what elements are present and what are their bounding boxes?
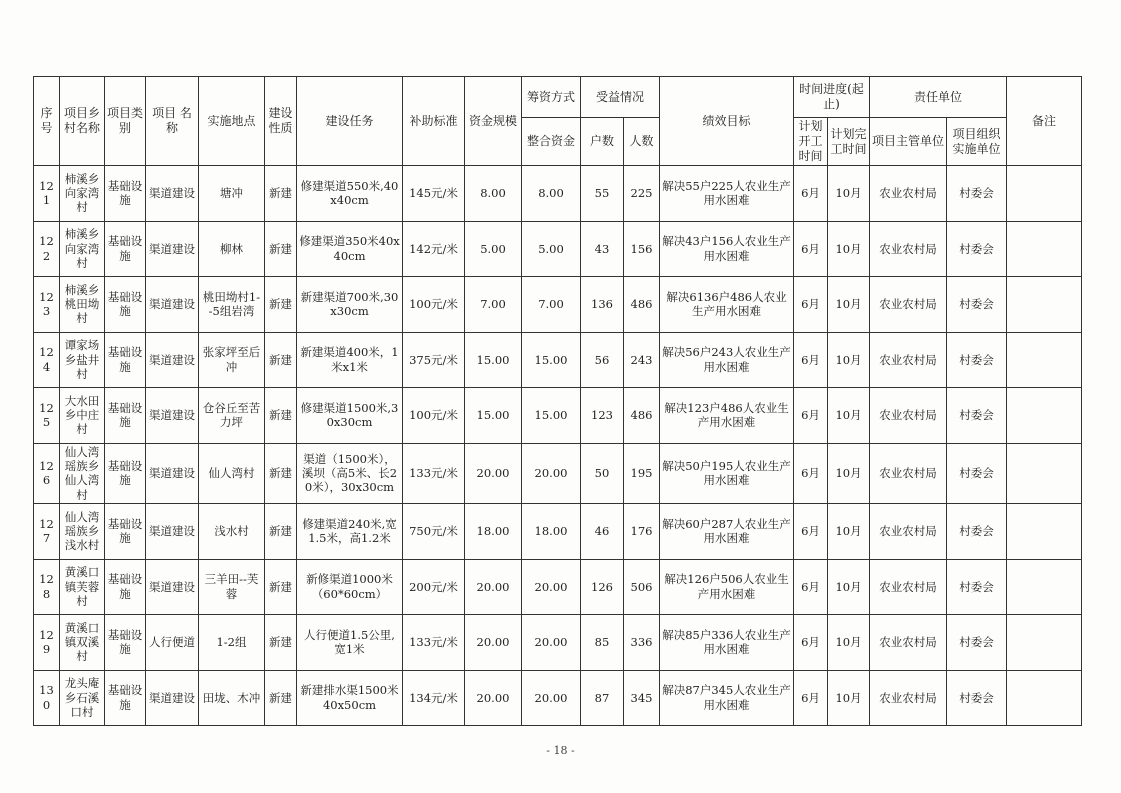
- cell-category: 基础设施: [105, 443, 146, 504]
- cell-impl: 村委会: [947, 332, 1007, 388]
- cell-subsidy: 375元/米: [403, 332, 465, 388]
- cell-nature: 新建: [265, 166, 297, 222]
- cell-households: 136: [581, 277, 624, 333]
- cell-scale: 18.00: [465, 504, 522, 560]
- cell-goal: 解决50户195人农业生产用水困难: [660, 443, 794, 504]
- cell-nature: 新建: [265, 670, 297, 726]
- cell-impl: 村委会: [947, 388, 1007, 444]
- cell-nature: 新建: [265, 615, 297, 671]
- cell-start: 6月: [794, 166, 828, 222]
- cell-integrated: 20.00: [522, 615, 581, 671]
- cell-people: 243: [624, 332, 660, 388]
- project-table: [33, 76, 1082, 726]
- cell-end: 10月: [828, 221, 870, 277]
- cell-name: 渠道建设: [146, 277, 199, 333]
- table-row: [34, 559, 1082, 615]
- cell-remark: [1007, 388, 1082, 444]
- cell-nature: 新建: [265, 504, 297, 560]
- cell-subsidy: 100元/米: [403, 277, 465, 333]
- table-row: [34, 277, 1082, 333]
- header-people: 人数: [624, 118, 660, 166]
- cell-village: 大水田乡中庄村: [60, 388, 105, 444]
- header-remark: 备注: [1007, 77, 1082, 166]
- cell-task: 修建渠道240米,宽1.5米，高1.2米: [297, 504, 403, 560]
- cell-subsidy: 750元/米: [403, 504, 465, 560]
- cell-name: 渠道建设: [146, 332, 199, 388]
- cell-category: 基础设施: [105, 615, 146, 671]
- cell-people: 225: [624, 166, 660, 222]
- cell-task: 修建渠道350米40x40cm: [297, 221, 403, 277]
- cell-category: 基础设施: [105, 559, 146, 615]
- cell-integrated: 7.00: [522, 277, 581, 333]
- cell-remark: [1007, 504, 1082, 560]
- cell-name: 渠道建设: [146, 443, 199, 504]
- cell-subsidy: 142元/米: [403, 221, 465, 277]
- cell-location: 浅水村: [199, 504, 265, 560]
- cell-seq: 123: [34, 277, 60, 333]
- cell-integrated: 20.00: [522, 670, 581, 726]
- header-seq: 序号: [34, 77, 60, 166]
- cell-scale: 5.00: [465, 221, 522, 277]
- cell-integrated: 5.00: [522, 221, 581, 277]
- cell-remark: [1007, 443, 1082, 504]
- cell-integrated: 20.00: [522, 559, 581, 615]
- cell-people: 345: [624, 670, 660, 726]
- header-integrated: 整合资金: [522, 118, 581, 166]
- cell-people: 486: [624, 277, 660, 333]
- cell-households: 55: [581, 166, 624, 222]
- header-category: 项目类别: [105, 77, 146, 166]
- cell-end: 10月: [828, 443, 870, 504]
- cell-seq: 124: [34, 332, 60, 388]
- cell-goal: 解决60户287人农业生产用水困难: [660, 504, 794, 560]
- cell-people: 486: [624, 388, 660, 444]
- cell-seq: 126: [34, 443, 60, 504]
- header-start: 计划开工时间: [794, 118, 828, 166]
- table-row: [34, 443, 1082, 504]
- cell-households: 85: [581, 615, 624, 671]
- cell-seq: 121: [34, 166, 60, 222]
- cell-scale: 15.00: [465, 332, 522, 388]
- cell-households: 46: [581, 504, 624, 560]
- cell-village: 谭家场乡盐井村: [60, 332, 105, 388]
- cell-location: 1-2组: [199, 615, 265, 671]
- cell-dept: 农业农村局: [870, 221, 947, 277]
- cell-category: 基础设施: [105, 670, 146, 726]
- cell-seq: 125: [34, 388, 60, 444]
- cell-remark: [1007, 166, 1082, 222]
- header-name: 项目 名称: [146, 77, 199, 166]
- cell-dept: 农业农村局: [870, 166, 947, 222]
- cell-remark: [1007, 559, 1082, 615]
- cell-location: 三羊田--芙蓉: [199, 559, 265, 615]
- cell-dept: 农业农村局: [870, 277, 947, 333]
- cell-goal: 解决126户506人农业生产用水困难: [660, 559, 794, 615]
- cell-task: 新建渠道700米,30x30cm: [297, 277, 403, 333]
- cell-people: 156: [624, 221, 660, 277]
- header-nature: 建设性质: [265, 77, 297, 166]
- cell-scale: 20.00: [465, 443, 522, 504]
- cell-people: 176: [624, 504, 660, 560]
- cell-impl: 村委会: [947, 559, 1007, 615]
- cell-end: 10月: [828, 388, 870, 444]
- table-row: [34, 388, 1082, 444]
- cell-people: 336: [624, 615, 660, 671]
- cell-category: 基础设施: [105, 221, 146, 277]
- cell-remark: [1007, 277, 1082, 333]
- cell-start: 6月: [794, 615, 828, 671]
- header-funding-method: 筹资方式: [522, 77, 581, 118]
- cell-start: 6月: [794, 388, 828, 444]
- header-responsibility: 责任单位: [870, 77, 1007, 118]
- cell-village: 柿溪乡向家湾村: [60, 221, 105, 277]
- cell-category: 基础设施: [105, 332, 146, 388]
- cell-scale: 20.00: [465, 615, 522, 671]
- cell-name: 渠道建设: [146, 670, 199, 726]
- cell-location: 仓谷丘至苦力坪: [199, 388, 265, 444]
- header-village: 项目乡村名称: [60, 77, 105, 166]
- cell-location: 桃田坳村1--5组岩湾: [199, 277, 265, 333]
- cell-goal: 解决55户225人农业生产用水困难: [660, 166, 794, 222]
- cell-impl: 村委会: [947, 504, 1007, 560]
- cell-end: 10月: [828, 166, 870, 222]
- cell-subsidy: 133元/米: [403, 615, 465, 671]
- cell-start: 6月: [794, 670, 828, 726]
- table-row: [34, 670, 1082, 726]
- cell-village: 龙头庵乡石溪口村: [60, 670, 105, 726]
- header-households: 户数: [581, 118, 624, 166]
- cell-end: 10月: [828, 670, 870, 726]
- cell-nature: 新建: [265, 332, 297, 388]
- cell-category: 基础设施: [105, 504, 146, 560]
- cell-village: 仙人湾瑶族乡浅水村: [60, 504, 105, 560]
- cell-remark: [1007, 332, 1082, 388]
- header-impl: 项目组织实施单位: [947, 118, 1007, 166]
- cell-start: 6月: [794, 443, 828, 504]
- cell-end: 10月: [828, 615, 870, 671]
- cell-task: 修建渠道550米,40x40cm: [297, 166, 403, 222]
- cell-task: 人行便道1.5公里,宽1米: [297, 615, 403, 671]
- cell-start: 6月: [794, 332, 828, 388]
- cell-nature: 新建: [265, 559, 297, 615]
- cell-end: 10月: [828, 559, 870, 615]
- cell-start: 6月: [794, 559, 828, 615]
- header-benefit: 受益情况: [581, 77, 660, 118]
- cell-task: 新修渠道1000米（60*60cm）: [297, 559, 403, 615]
- cell-people: 195: [624, 443, 660, 504]
- cell-dept: 农业农村局: [870, 670, 947, 726]
- cell-goal: 解决43户156人农业生产用水困难: [660, 221, 794, 277]
- cell-remark: [1007, 221, 1082, 277]
- cell-nature: 新建: [265, 443, 297, 504]
- cell-subsidy: 145元/米: [403, 166, 465, 222]
- cell-start: 6月: [794, 277, 828, 333]
- cell-category: 基础设施: [105, 166, 146, 222]
- cell-seq: 122: [34, 221, 60, 277]
- cell-integrated: 15.00: [522, 332, 581, 388]
- cell-category: 基础设施: [105, 388, 146, 444]
- cell-category: 基础设施: [105, 277, 146, 333]
- cell-seq: 129: [34, 615, 60, 671]
- cell-scale: 7.00: [465, 277, 522, 333]
- cell-location: 田垅、木冲: [199, 670, 265, 726]
- cell-name: 渠道建设: [146, 166, 199, 222]
- cell-village: 柿溪乡桃田坳村: [60, 277, 105, 333]
- cell-task: 新建排水渠1500米40x50cm: [297, 670, 403, 726]
- cell-subsidy: 200元/米: [403, 559, 465, 615]
- cell-end: 10月: [828, 277, 870, 333]
- cell-name: 渠道建设: [146, 559, 199, 615]
- cell-integrated: 20.00: [522, 443, 581, 504]
- cell-integrated: 15.00: [522, 388, 581, 444]
- header-goal: 绩效目标: [660, 77, 794, 166]
- cell-end: 10月: [828, 504, 870, 560]
- cell-households: 56: [581, 332, 624, 388]
- cell-village: 黄溪口镇双溪村: [60, 615, 105, 671]
- cell-seq: 128: [34, 559, 60, 615]
- cell-name: 渠道建设: [146, 504, 199, 560]
- table-row: [34, 615, 1082, 671]
- header-schedule: 时间进度(起止): [794, 77, 870, 118]
- table-body: [34, 166, 1082, 726]
- cell-impl: 村委会: [947, 615, 1007, 671]
- cell-households: 123: [581, 388, 624, 444]
- cell-goal: 解决87户345人农业生产用水困难: [660, 670, 794, 726]
- cell-scale: 20.00: [465, 559, 522, 615]
- cell-name: 渠道建设: [146, 221, 199, 277]
- cell-task: 渠道（1500米），溪坝（高5米、长20米），30x30cm: [297, 443, 403, 504]
- header-dept: 项目主管单位: [870, 118, 947, 166]
- cell-scale: 15.00: [465, 388, 522, 444]
- cell-subsidy: 134元/米: [403, 670, 465, 726]
- cell-seq: 130: [34, 670, 60, 726]
- cell-households: 50: [581, 443, 624, 504]
- cell-goal: 解决123户486人农业生产用水困难: [660, 388, 794, 444]
- cell-subsidy: 100元/米: [403, 388, 465, 444]
- cell-scale: 20.00: [465, 670, 522, 726]
- cell-integrated: 18.00: [522, 504, 581, 560]
- header-location: 实施地点: [199, 77, 265, 166]
- table-row: [34, 332, 1082, 388]
- cell-location: 柳林: [199, 221, 265, 277]
- cell-remark: [1007, 670, 1082, 726]
- cell-goal: 解决56户243人农业生产用水困难: [660, 332, 794, 388]
- cell-impl: 村委会: [947, 670, 1007, 726]
- page-number: - 18 -: [546, 744, 575, 757]
- cell-location: 张家坪至后冲: [199, 332, 265, 388]
- cell-nature: 新建: [265, 277, 297, 333]
- cell-task: 新建渠道400米，1米x1米: [297, 332, 403, 388]
- cell-end: 10月: [828, 332, 870, 388]
- cell-task: 修建渠道1500米,30x30cm: [297, 388, 403, 444]
- header-subsidy: 补助标准: [403, 77, 465, 166]
- header-task: 建设任务: [297, 77, 403, 166]
- cell-households: 126: [581, 559, 624, 615]
- cell-village: 黄溪口镇芙蓉村: [60, 559, 105, 615]
- cell-nature: 新建: [265, 221, 297, 277]
- cell-name: 人行便道: [146, 615, 199, 671]
- cell-location: 塘冲: [199, 166, 265, 222]
- cell-impl: 村委会: [947, 277, 1007, 333]
- table-row: [34, 166, 1082, 222]
- cell-impl: 村委会: [947, 221, 1007, 277]
- cell-goal: 解决85户336人农业生产用水困难: [660, 615, 794, 671]
- cell-dept: 农业农村局: [870, 615, 947, 671]
- cell-dept: 农业农村局: [870, 443, 947, 504]
- cell-nature: 新建: [265, 388, 297, 444]
- cell-impl: 村委会: [947, 443, 1007, 504]
- cell-start: 6月: [794, 221, 828, 277]
- cell-subsidy: 133元/米: [403, 443, 465, 504]
- cell-village: 柿溪乡向家湾村: [60, 166, 105, 222]
- table-row: [34, 221, 1082, 277]
- cell-households: 43: [581, 221, 624, 277]
- cell-start: 6月: [794, 504, 828, 560]
- table-row: [34, 504, 1082, 560]
- cell-remark: [1007, 615, 1082, 671]
- header-scale: 资金规模: [465, 77, 522, 166]
- cell-goal: 解决6136户486人农业生产用水困难: [660, 277, 794, 333]
- cell-name: 渠道建设: [146, 388, 199, 444]
- cell-dept: 农业农村局: [870, 388, 947, 444]
- cell-people: 506: [624, 559, 660, 615]
- cell-dept: 农业农村局: [870, 559, 947, 615]
- cell-dept: 农业农村局: [870, 332, 947, 388]
- cell-integrated: 8.00: [522, 166, 581, 222]
- cell-impl: 村委会: [947, 166, 1007, 222]
- cell-households: 87: [581, 670, 624, 726]
- cell-seq: 127: [34, 504, 60, 560]
- cell-scale: 8.00: [465, 166, 522, 222]
- cell-village: 仙人湾瑶族乡仙人湾村: [60, 443, 105, 504]
- cell-dept: 农业农村局: [870, 504, 947, 560]
- cell-location: 仙人湾村: [199, 443, 265, 504]
- header-end: 计划完工时间: [828, 118, 870, 166]
